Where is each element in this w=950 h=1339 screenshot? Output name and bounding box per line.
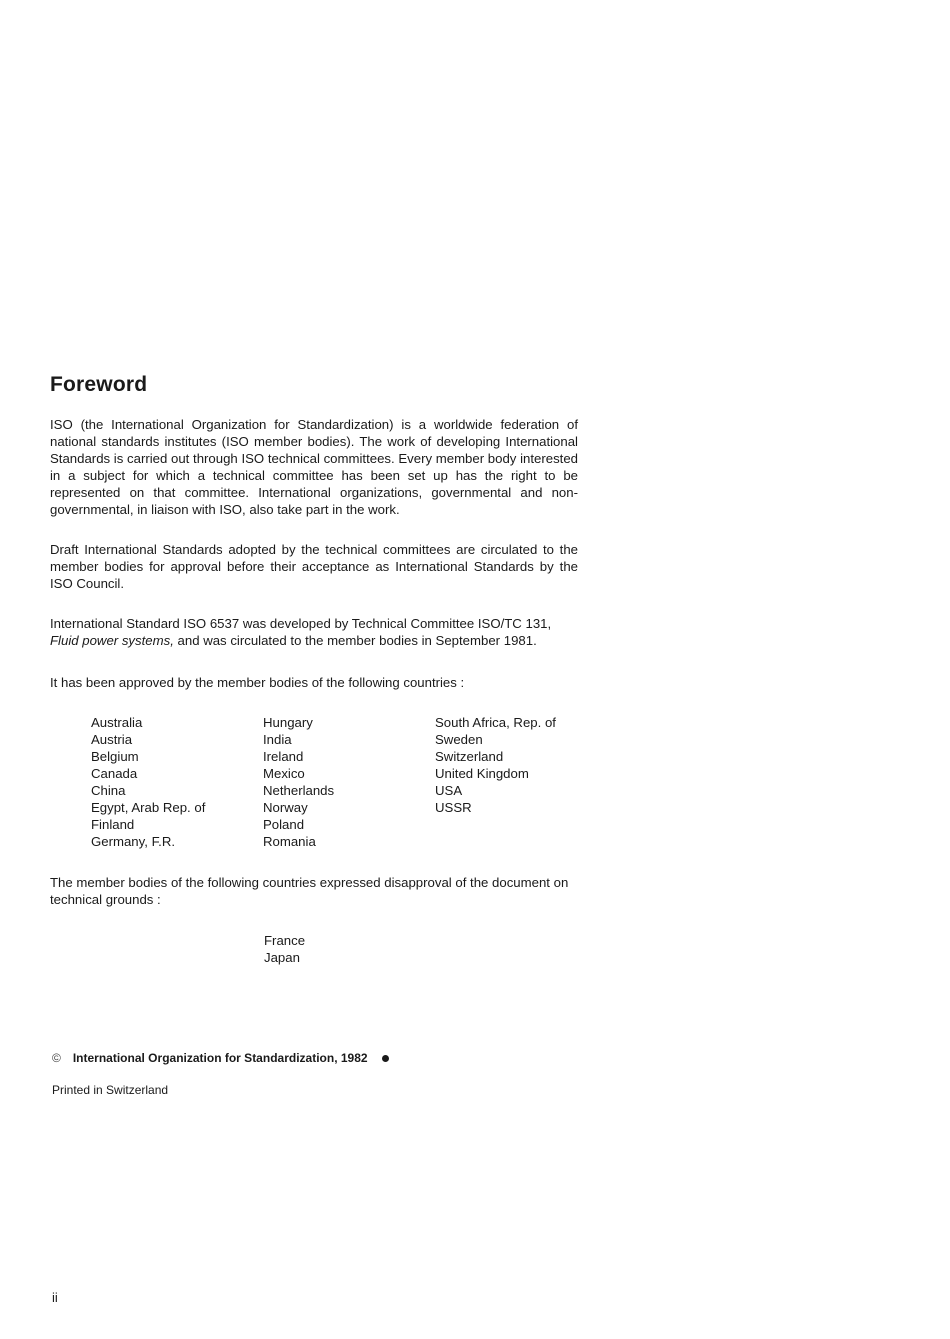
disapproving-countries-list — [264, 932, 305, 966]
page-number: ii — [52, 1290, 58, 1305]
country-item: Norway — [263, 800, 308, 815]
draft-standards-paragraph: Draft International Standards adopted by the technical committees are circulated to the member bodies for approval before their acceptance as International Standards by the ISO Council. — [50, 542, 578, 591]
approval-intro: It has been approved by the member bodies of the following countries : — [50, 675, 465, 690]
foreword-heading: Foreword — [50, 373, 148, 396]
approved-countries-column-1 — [91, 714, 205, 850]
copyright-line — [52, 1051, 389, 1065]
approved-countries-column-2 — [263, 714, 334, 850]
country-item: Egypt, Arab Rep. of — [91, 800, 206, 815]
country-item: Austria — [91, 732, 133, 747]
country-item: India — [263, 732, 292, 747]
country-item: Switzerland — [435, 749, 504, 764]
country-item: Hungary — [263, 715, 313, 730]
country-item: Netherlands — [263, 783, 335, 798]
country-item: Japan — [264, 950, 300, 965]
country-item: USSR — [435, 800, 472, 815]
country-item: Belgium — [91, 749, 139, 764]
country-item: Ireland — [263, 749, 304, 764]
intro-paragraph: ISO (the International Organization for Standardization) is a worldwide federation of national standards institutes (ISO member bodies). The work of developing International Standards is carried out through ISO technical committees. Every member body interested in a subject for which a technical committee has been set up has the right to be represented on that committee. International organizations, governmental and non-governmental, in liaison with ISO, also take part in the work. — [50, 417, 578, 517]
country-item: Poland — [263, 817, 305, 832]
country-item: Romania — [263, 834, 316, 849]
country-item: Germany, F.R. — [91, 834, 176, 849]
committee-title: Fluid power systems, — [50, 633, 174, 648]
copyright-icon: © — [52, 1051, 61, 1065]
development-text-start: International Standard ISO 6537 was developed by Technical Committee ISO/TC 131, — [50, 616, 552, 631]
country-item: United Kingdom — [435, 766, 529, 781]
disapproval-intro: The member bodies of the following countries expressed disapproval of the document on technical grounds : — [50, 875, 569, 907]
country-item: Finland — [91, 817, 135, 832]
copyright-text: International Organization for Standardization, 1982 — [72, 1051, 368, 1065]
country-item: Mexico — [263, 766, 305, 781]
country-item: Canada — [91, 766, 138, 781]
bullet-dot-icon — [382, 1055, 389, 1062]
printed-in-note: Printed in Switzerland — [52, 1083, 169, 1097]
country-item: South Africa, Rep. of — [435, 715, 556, 730]
country-item: Sweden — [435, 732, 483, 747]
approved-countries-column-3 — [435, 714, 556, 816]
development-text-end: and was circulated to the member bodies in September 1981. — [177, 633, 537, 648]
development-paragraph — [50, 615, 578, 649]
country-item: France — [264, 933, 306, 948]
country-item: Australia — [91, 715, 143, 730]
country-item: USA — [435, 783, 463, 798]
country-item: China — [91, 783, 126, 798]
